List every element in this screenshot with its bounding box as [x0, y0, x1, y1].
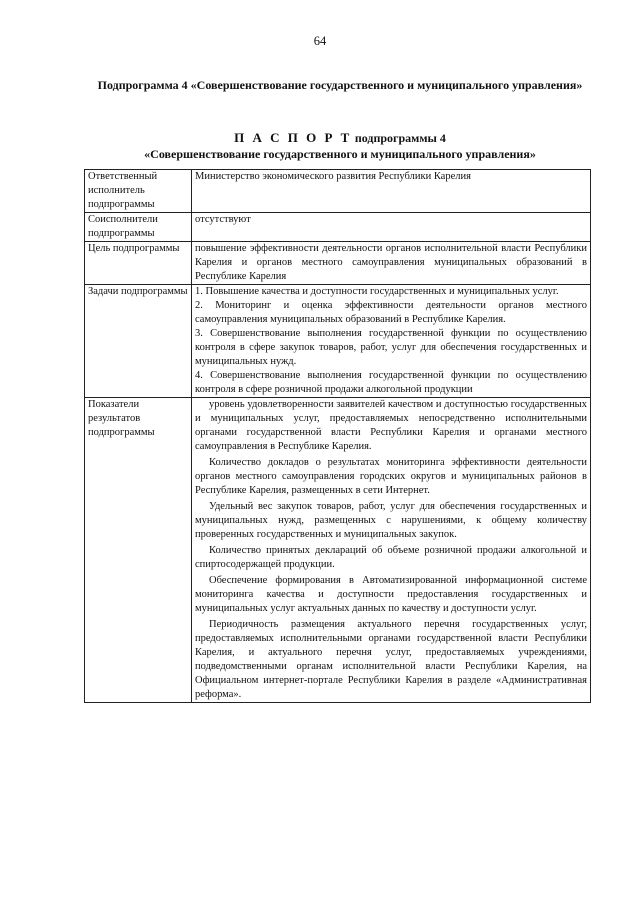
row-value-text: Министерство экономического развития Республики Карелия: [195, 171, 471, 182]
subprogram-title: Подпрограмма 4 «Совершенствование государственного и муниципального управления»: [97, 78, 583, 92]
row-label: Показатели результатов подпрограммы: [85, 398, 192, 703]
row-value: [192, 398, 591, 703]
table-row: [85, 398, 591, 703]
table-row: [85, 242, 591, 285]
indicator-item: Удельный вес закупок товаров, работ, услуг для обеспечения государственных и муниципальных нужд, размещенных с нарушениями, к общему количеству проверенных государственных и муниципальных закупок.: [195, 501, 587, 540]
indicator-item: Обеспечение формирования в Автоматизированной информационной системе мониторинга качества и доступности предоставления государственных и муниципальных услуг актуальных данных по качеству и доступности услуг.: [195, 575, 587, 614]
task-item: 4. Совершенствование выполнения государственной функции по осуществлению контроля в сфере розничной продажи алкогольной продукции: [195, 370, 587, 395]
indicator-item: Периодичность размещения актуального перечня государственных услуг, предоставляемых исполнительными органами государственной власти Республики Карелия, и актуального перечня услуг, предоставляемых учреждениями, подведомственными органам исполнительной власти Республики Карелия, на Официальном интернет-портале Республики Карелия в разделе «Административная реформа».: [195, 619, 587, 700]
row-label: Задачи подпрограммы: [85, 285, 192, 398]
row-value: [192, 170, 591, 213]
passport-title-line: [80, 130, 600, 147]
indicator-item: уровень удовлетворенности заявителей качеством и доступностью государственных и муниципальных услуг, предоставляемых непосредственно исполнительными органами государственной власти Республики Карелия и органами местного самоуправления в Республике Карелия.: [195, 399, 587, 452]
task-item: 2. Мониторинг и оценка эффективности деятельности органов местного самоуправления муниципальных образований в Республике Карелия.: [195, 300, 587, 325]
table-row: [85, 170, 591, 213]
passport-title-rest: подпрограммы 4: [351, 131, 446, 145]
passport-table: [84, 169, 591, 703]
task-item: 3. Совершенствование выполнения государственной функции по осуществлению контроля в сфере закупок товаров, работ, услуг для обеспечения государственных и муниципальных нужд.: [195, 328, 587, 367]
row-label: Соисполнители подпрограммы: [85, 213, 192, 242]
table-row: [85, 285, 591, 398]
row-label: Ответственный исполнитель подпрограммы: [85, 170, 192, 213]
row-value-text: повышение эффективности деятельности органов исполнительной власти Республики Карелия и органов местного самоуправления муниципальных образований в Республике Карелия: [195, 243, 587, 282]
row-value: [192, 213, 591, 242]
passport-title: [80, 130, 600, 162]
passport-word: П А С П О Р Т: [234, 130, 352, 145]
passport-subtitle: «Совершенствование государственного и муниципального управления»: [144, 146, 536, 161]
row-value: [192, 242, 591, 285]
table-row: [85, 213, 591, 242]
indicator-item: Количество принятых деклараций об объеме розничной продажи алкогольной и спиртосодержащей продукции.: [195, 545, 587, 570]
row-label: Цель подпрограммы: [85, 242, 192, 285]
page-number: 64: [313, 34, 327, 48]
row-value-text: отсутствуют: [195, 214, 251, 225]
row-value: [192, 285, 591, 398]
indicator-item: Количество докладов о результатах мониторинга эффективности деятельности органов местного самоуправления городских округов и муниципальных районов в Республике Карелия, размещенных в сети Интернет.: [195, 457, 587, 496]
task-item: 1. Повышение качества и доступности государственных и муниципальных услуг.: [195, 286, 559, 297]
